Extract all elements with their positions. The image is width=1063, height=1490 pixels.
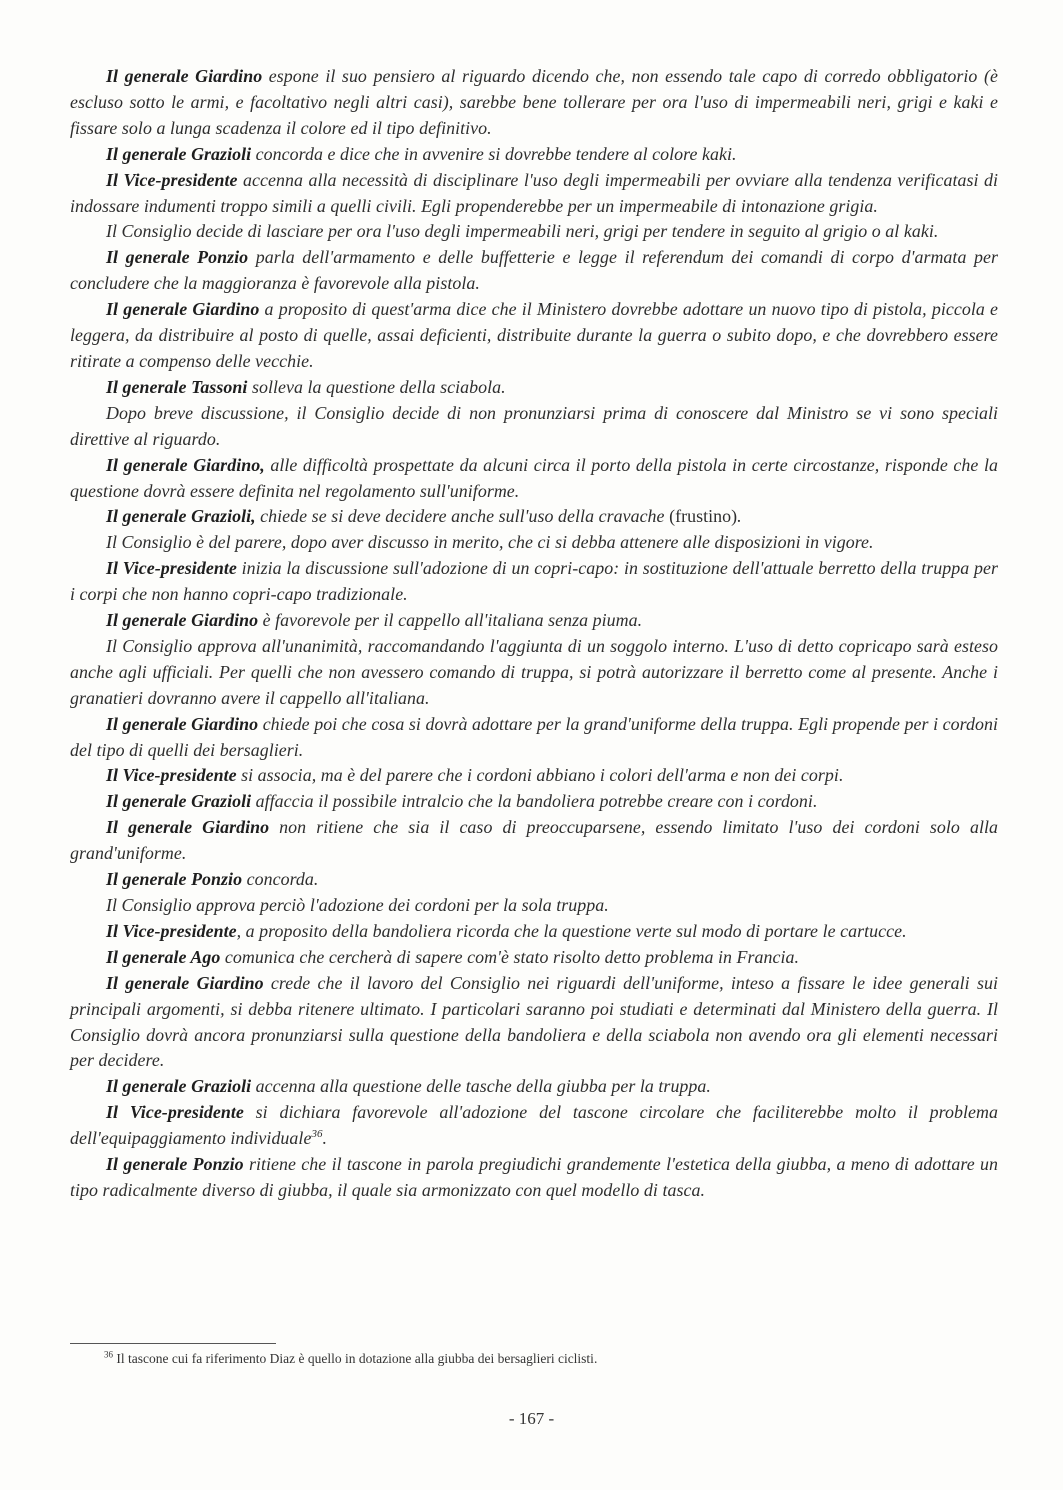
paragraph xyxy=(70,867,998,893)
paragraph xyxy=(70,945,998,971)
footnote-reference: 36 xyxy=(311,1128,323,1141)
speaker-name: Il generale Tassoni xyxy=(106,376,248,397)
speaker-name: Il generale Ponzio xyxy=(106,869,243,890)
paragraph xyxy=(70,1152,998,1204)
paragraph-text: Il Consiglio decide di lasciare per ora l'uso degli impermeabili neri, grigi per tendere in seguito al grigio o al kaki. xyxy=(106,221,939,242)
paragraph xyxy=(70,375,998,401)
paragraph-text: Il Consiglio approva perciò l'adozione dei cordoni per la sola truppa. xyxy=(106,895,609,915)
paragraph-text: chiede poi che cosa si dovrà adottare per la grand'uniforme della truppa. Egli propende per i cordoni del tipo di quelli dei bersaglieri. xyxy=(70,713,998,760)
paragraph xyxy=(70,530,998,556)
speaker-name: Il generale Giardino xyxy=(106,299,260,320)
speaker-name: Il generale Ponzio xyxy=(106,1154,244,1175)
speaker-name: Il Vice-presidente xyxy=(106,920,237,941)
paragraph xyxy=(70,608,998,634)
paragraph xyxy=(70,919,998,945)
speaker-name: Il Vice-presidente xyxy=(106,1102,244,1123)
paragraph xyxy=(70,1074,998,1100)
speaker-name: Il generale Grazioli xyxy=(106,1076,252,1097)
paragraph-text: accenna alla questione delle tasche della giubba per la truppa. xyxy=(251,1076,711,1097)
paragraph-text: è favorevole per il cappello all'italiana senza piuma. xyxy=(258,610,643,631)
speaker-name: Il generale Giardino xyxy=(106,713,259,734)
paragraph-text: alle difficoltà prospettate da alcuni circa il porto della pistola in certe circostanze, risponde che la questione dovrà essere definita nel regolamento sull'uniforme. xyxy=(70,454,999,501)
footnote-number: 36 xyxy=(104,1349,113,1360)
paragraph xyxy=(70,815,998,867)
trailing-punctuation: . xyxy=(737,506,742,527)
speaker-name: Il Vice-presidente xyxy=(106,558,237,579)
paragraph-text: concorda. xyxy=(242,869,319,890)
speaker-name: Il generale Ponzio xyxy=(106,247,249,268)
paragraph xyxy=(70,219,998,245)
footnote xyxy=(104,1350,1004,1368)
paragraph xyxy=(70,245,998,297)
trailing-punctuation: . xyxy=(322,1128,328,1149)
paragraph xyxy=(70,556,998,608)
upright-text: (frustino) xyxy=(669,506,738,527)
paragraph-text: Dopo breve discussione, il Consiglio decide di non pronunziarsi prima di conoscere dal Ministro se vi sono speciali direttive al riguardo. xyxy=(70,402,998,449)
paragraph-text: crede che il lavoro del Consiglio nei riguardi dell'uniforme, inteso a fissare le idee generali sui principali argomenti, si debba ritenere ultimato. I particolari saranno poi studiati e determinati dal Ministero della guerra. Il Consiglio dovrà ancora pronunziarsi sulla questione della bandoliera e della sciabola non avendo ora gli elementi necessari per decidere. xyxy=(70,972,998,1071)
footnote-text: Il tascone cui fa riferimento Diaz è quello in dotazione alla giubba dei bersaglieri ciclisti. xyxy=(113,1351,598,1366)
paragraph-text: Il Consiglio approva all'unanimità, raccomandando l'aggiunta di un soggolo interno. L'uso di detto copricapo sarà esteso anche agli ufficiali. Per quelli che non avessero comando di truppa, si potrà autorizzare il berretto come al presente. Anche i granatieri dovranno avere il cappello all'italiana. xyxy=(70,635,998,708)
speaker-name: Il generale Giardino xyxy=(106,817,270,838)
paragraph-text: si dichiara favorevole all'adozione del tascone circolare che faciliterebbe molto il problema dell'equipaggiamento individuale xyxy=(70,1102,998,1149)
speaker-name: Il generale Grazioli xyxy=(106,791,252,812)
speaker-name: Il generale Giardino xyxy=(106,972,264,993)
paragraph-text: comunica che cercherà di sapere com'è stato risolto detto problema in Francia. xyxy=(220,946,800,967)
paragraph-text: inizia la discussione sull'adozione di un copri-capo: in sostituzione dell'attuale berretto della truppa per i corpi che non hanno copri-capo tradizionale. xyxy=(70,558,998,605)
footnote-divider xyxy=(70,1343,276,1344)
paragraph-text: , a proposito della bandoliera ricorda che la questione verte sul modo di portare le cartucce. xyxy=(236,920,907,941)
paragraph xyxy=(70,504,998,530)
paragraph-text: Il Consiglio è del parere, dopo aver discusso in merito, che ci si debba attenere alle disposizioni in vigore. xyxy=(106,532,874,553)
paragraph xyxy=(70,971,998,1075)
paragraph-text: accenna alla necessità di disciplinare l'uso degli impermeabili per ovviare alla tendenza verificatasi di indossare indumenti troppo simili a quelli civili. Egli propenderebbe per un impermeabile di intonazione grigia. xyxy=(70,169,999,216)
paragraph-text: affaccia il possibile intralcio che la bandoliera potrebbe creare con i cordoni. xyxy=(251,791,818,812)
paragraph-text: concorda e dice che in avvenire si dovrebbe tendere al colore kaki. xyxy=(251,143,737,164)
paragraph xyxy=(70,401,998,453)
speaker-name: Il generale Grazioli xyxy=(106,143,252,164)
paragraph-text: solleva la questione della sciabola. xyxy=(247,376,506,397)
speaker-name: Il generale Giardino, xyxy=(106,454,265,475)
paragraph xyxy=(70,453,998,505)
paragraph xyxy=(70,297,998,375)
paragraph xyxy=(70,893,998,919)
paragraph xyxy=(70,168,998,220)
paragraph-text: ritiene che il tascone in parola pregiudichi grandemente l'estetica della giubba, a meno di adottare un tipo radicalmente diverso di giubba, il quale sia armonizzato con quel modello di tasca. xyxy=(70,1154,998,1200)
paragraph xyxy=(70,142,998,168)
paragraph xyxy=(70,763,998,789)
document-body xyxy=(70,64,998,1204)
paragraph xyxy=(70,634,998,712)
paragraph xyxy=(70,789,998,815)
speaker-name: Il Vice-presidente xyxy=(106,169,238,190)
speaker-name: Il generale Giardino xyxy=(106,610,259,631)
paragraph-text: si associa, ma è del parere che i cordoni abbiano i colori dell'arma e non dei corpi. xyxy=(236,765,844,786)
paragraph-text: espone il suo pensiero al riguardo dicendo che, non essendo tale capo di corredo obbligatorio (è escluso sotto le armi, e facoltativo negli altri casi), sarebbe bene tollerare per ora l'uso di impermeabili neri, grigi e kaki e fissare solo a lunga scadenza il colore ed il tipo definitivo. xyxy=(70,66,998,138)
paragraph-text: parla dell'armamento e delle buffetterie e legge il referendum dei comandi di corpo d'armata per concludere che la maggioranza è favorevole alla pistola. xyxy=(70,247,999,294)
speaker-name: Il Vice-presidente xyxy=(106,765,237,786)
page-number: - 167 - xyxy=(508,1409,555,1428)
paragraph xyxy=(70,712,998,764)
paragraph xyxy=(70,1100,998,1152)
paragraph-text: chiede se si deve decidere anche sull'uso della cravache xyxy=(255,506,670,527)
speaker-name: Il generale Ago xyxy=(106,946,221,967)
speaker-name: Il generale Grazioli, xyxy=(106,506,256,527)
paragraph-text: a proposito di quest'arma dice che il Ministero dovrebbe adottare un nuovo tipo di pistola, piccola e leggera, da distribuire al posto di quelle, assai deficienti, distribuite durante la guerra o subito dopo, e che dovrebbero essere ritirate a compenso delle vecchie. xyxy=(70,299,999,371)
paragraph-text: non ritiene che sia il caso di preoccuparsene, essendo limitato l'uso dei cordoni solo alla grand'uniforme. xyxy=(70,817,998,864)
speaker-name: Il generale Giardino xyxy=(106,66,263,86)
paragraph xyxy=(70,64,998,142)
